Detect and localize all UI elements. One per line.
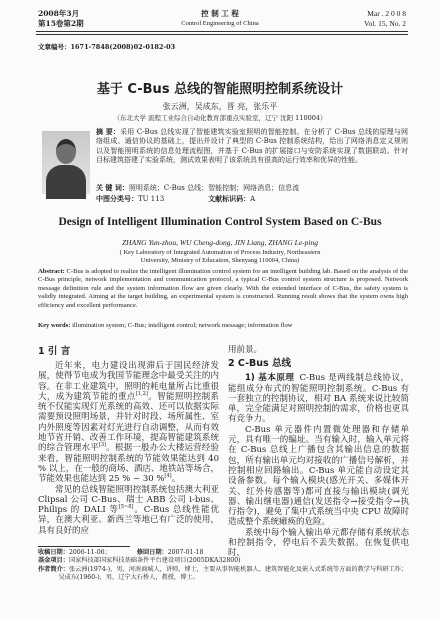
text-run: 近年来，电力建设出现滞后于国民经济发展，使得节电成为我国节能理念中最受关注的内容。在非工业建筑中，照明的耗电量所占比重很大，成为建筑节能的重点 (38, 361, 219, 402)
received-date: 2006-11-06； (68, 549, 111, 556)
text-run: 。根据一般办公大楼运营经验来看，智能照明控制系统的节能效果能达到 40 % 以上，在一般的商场、酒店、地铁站等场合，节能效果也能达到 25 % ~ 30 % (38, 443, 219, 485)
section-heading-cbus: 2 C-Bus 总线 (228, 358, 292, 370)
authors-en: ZHANG Yun-zhou, WU Cheng-dong, JIN Liang, ZHANG Le-ping (122, 238, 318, 247)
fund-text: 国家科技部国家科技基础条件平台建设项目(2005DKA32800) (68, 557, 241, 565)
abstract-cn-label: 摘 要： (96, 128, 121, 136)
header-journal (120, 9, 320, 29)
paragraph (38, 485, 219, 536)
citation: [1,2] (135, 391, 148, 398)
keywords-en-label: Key words: (38, 322, 71, 329)
citation: [3] (98, 442, 107, 449)
affiliation-en (10, 249, 430, 265)
footnote-fund (38, 557, 408, 565)
footnotes (38, 549, 408, 615)
fund-label: 基金项目： (38, 557, 69, 565)
subsection-lead: 1) 基本原理 (245, 373, 295, 384)
left-column (38, 361, 219, 544)
paragraph (228, 373, 409, 424)
keywords-cn-text: 照明系统；C-Bus 总线；智能控制；网络消息；信息流 (128, 184, 300, 192)
text-run: 。 (171, 474, 181, 485)
keywords-en-text: illumination system; C-Bus; intelligent control; network message; information flow (72, 322, 293, 329)
header-date-cn: 2008年3月 (38, 9, 80, 18)
abstract-en (38, 268, 408, 320)
doc-code-value: A (250, 195, 256, 203)
footnote-rule (38, 546, 130, 547)
header-issue-en (364, 9, 406, 29)
footnote-bio (38, 566, 408, 583)
journal-name-cn: 控 制 工 程 (201, 9, 239, 18)
revised-label: 修回日期： (136, 549, 168, 556)
affiliation-cn: （东北大学 流程工业综合自动化教育部重点实验室，辽宁 沈阳 110004） (113, 114, 327, 122)
bio-text: 张云洲(1974-)，男，河南商城人，讲师，博士，主要从事智能机器人、建筑智能化及嵌入式系统等方面的教学与科研工作； (68, 565, 408, 573)
text-run: C-Bus 是两线制总线协议，能组成分布式的智能照明控制系统。C-Bus 有一套独立的控制协议，相对 BA 系统来说比较简单，完全能满足对照明控制的需求，价格也更具有竞争力。 (228, 373, 409, 425)
text-run: 。C-Bus 总线性能优异，在澳大利亚、新西兰等地已有广泛的使用，具有良好的应 (38, 505, 219, 536)
paragraph: 系统中每个输入输出单元都存储有系统状态和控制指令，停电后不丢失数据。在恢复供电时， (228, 527, 409, 559)
citation: [4] (164, 473, 172, 480)
header-rule (36, 31, 408, 32)
abstract-cn (96, 128, 408, 180)
citation: [5~8] (118, 504, 134, 511)
text-run: 。智能照明控制系统不仅能实现灯光系统的高效、还可以依据实际需要预设照明场景，并针对时段、场所属性、室内外照度等因素对灯光进行自动调整，从而有效地节省开销、改善工作环境，提高智能建筑系统的综合管理水平 (38, 391, 219, 454)
abstract-cn-text: 采用 C-Bus 总线实现了智能建筑实验室照明的智能控制。在分析了 C-Bus 总线的原理与网络组成、通信协议的基础上，提出并设计了典型的 C-Bus 控制系统结构，给出了网络消息定义规则以及智能照明系统的信息处理流程图，并基于 C-Bus 的扩展接口与安防系统实现了数据联动。针对目标建筑搭建了实验系统，测试效果表明了该系统具有很高的运行效率和优异的性能。 (96, 128, 408, 165)
header-date-en: Mar . 2 0 0 8 (367, 9, 406, 18)
photo-head (56, 139, 76, 164)
journal-name-en: Control Engineering of China (181, 20, 259, 27)
keywords-en (38, 322, 408, 330)
received-label: 收稿日期： (38, 549, 69, 556)
section-heading-introduction: 1 引 言 (38, 346, 71, 357)
keywords-cn (96, 184, 408, 193)
photo-shoulders (46, 165, 86, 199)
header-volume-cn: 第15卷第2期 (38, 19, 84, 28)
right-column (228, 345, 409, 559)
title-en: Design of Intelligent Illumination Control System Based on C-Bus (58, 216, 382, 228)
classification-line (96, 195, 408, 204)
paragraph: C-Bus 单元器件内置微处理器和存储单元，具有唯一的编址。当有输入时，输入单元将在 C-Bus 总线上广播包含其输出信息的数据包，所有输出单元均对接收的广播信号解析，并控制相应回路输出。C-Bus 单元能自动设定其设备参数。每个输入模块(感光开关、多媒体开关、红外传感器等)都可直接与输出模块(调光器、输出继电器)通信(发送指令→接受指令→执行指令)，避免了集中式系统当中央 CPU 故障时造成整个系统瘫痪的危险。 (228, 424, 409, 528)
header-issue-cn (38, 9, 84, 29)
abstract-en-text: C-Bus is adopted to realize the intelligent illumination control system for an intelligent building lab. Based on the analysis of the C-Bus principle, network implementation and communication protocol, a typical C-Bus control system structure is proposed. Network message definition rule and the system information flow are given clearly. With the extended interface of C-Bus, the safety system is validly integrated. Aiming at the target building, an experimental system is constructed. Running result shows that the system owns high efficiency and excellent performance. (38, 268, 408, 309)
header-volume-en: Vol. 15, No. 2 (364, 19, 406, 28)
bio-label: 作者简介： (38, 565, 69, 573)
clc-value: TU 113 (138, 195, 165, 203)
header-rule-thin (36, 34, 408, 35)
affiliation-en-line: ( Key Laboratory of Integrated Automation of Process Industry, Northeastern (119, 249, 321, 256)
author-photo (42, 131, 90, 194)
clc-label: 中图分类号： (96, 195, 138, 203)
revised-date: 2007-01-18 (167, 549, 204, 556)
bio-text: 吴成东(1960-)，男，辽宁大石桥人，教授，博士。 (58, 573, 199, 581)
paragraph-continued: 用前景。 (228, 345, 263, 355)
text-run: 常见的总线智能照明控制系统包括澳大利亚 Clipsal 公司 C-Bus、瑞士 ABB 公司 i-bus、Philips 的 DALI 等 (38, 484, 219, 516)
authors-cn: 张云洲，吴成东，晋 亮，张乐平 (162, 102, 278, 111)
affiliation-en-line: University, Ministry of Education, Shenyang 110004, China) (140, 257, 300, 264)
keywords-cn-label: 关 键 词： (96, 184, 129, 192)
article-number: 文章编号：1671-7848(2008)02-0182-03 (38, 43, 176, 51)
paragraph (38, 361, 219, 485)
title-cn: 基于 C-Bus 总线的智能照明控制系统设计 (96, 82, 344, 97)
abstract-en-label: Abstract: (38, 268, 65, 275)
doc-code-label: 文献标识码： (208, 195, 251, 203)
